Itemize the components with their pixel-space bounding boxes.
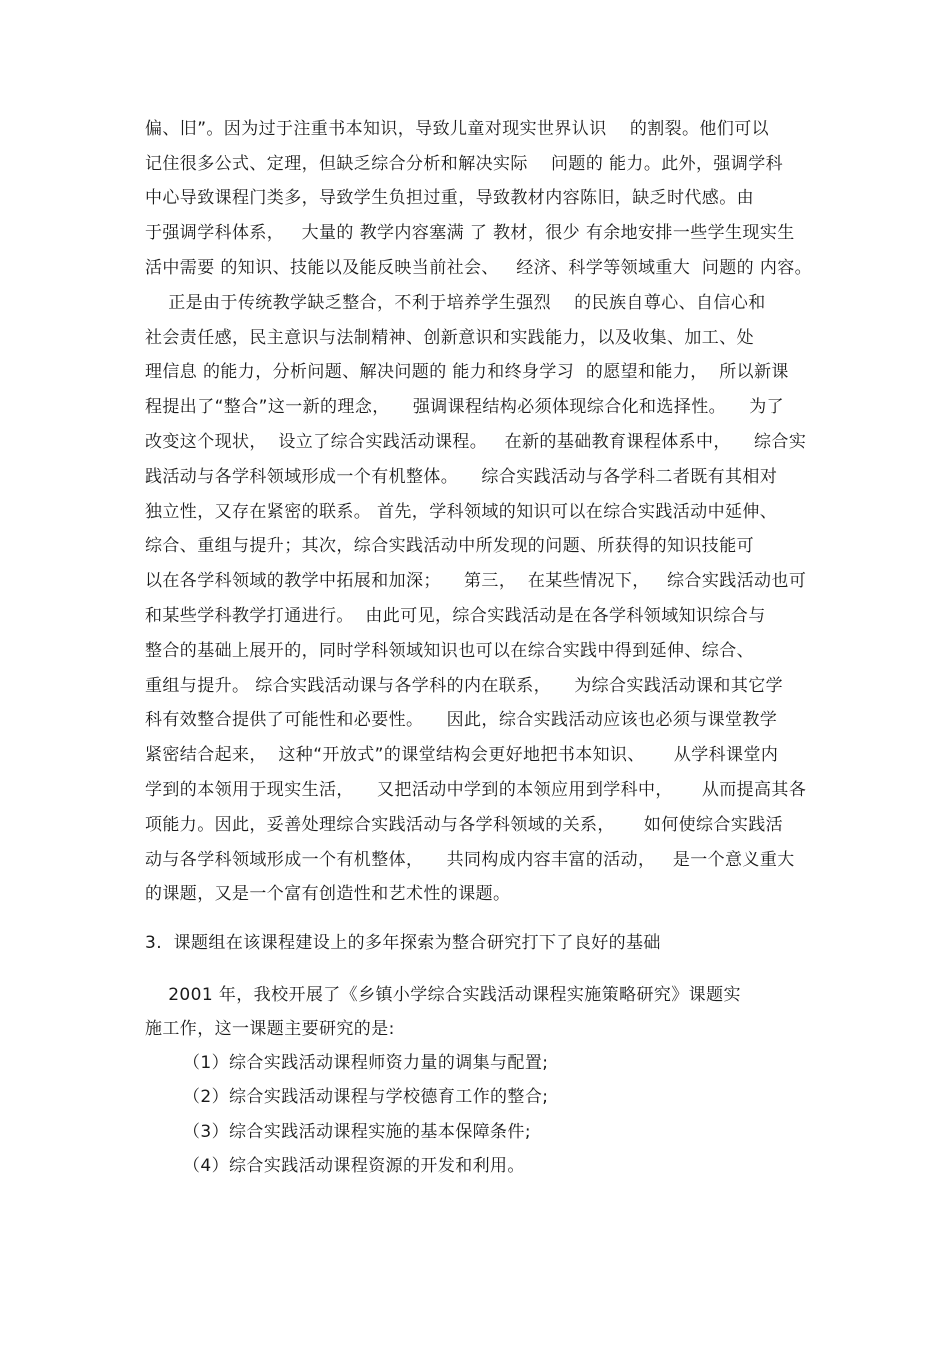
paragraph-line: 紧密结合起来， 这种“开放式”的课堂结构会更好地把书本知识、 从学科课堂内	[145, 745, 779, 765]
paragraph-line: 理信息 的能力，分析问题、解决问题的 能力和终身学习 的愿望和能力， 所以新课	[145, 362, 789, 382]
paragraph-line: 于强调学科体系， 大量的 教学内容塞满 了 教材，很少 有余地安排一些学生现实生	[145, 223, 795, 243]
paragraph-line: 科有效整合提供了可能性和必要性。 因此，综合实践活动应该也必须与课堂教学	[145, 710, 778, 730]
paragraph-line: 施工作，这一课题主要研究的是:	[145, 1019, 395, 1039]
paragraph-line: 偏、旧”。因为过于注重书本知识，导致儿童对现实世界认识 的割裂。他们可以	[145, 119, 770, 139]
paragraph-line: 程提出了“整合”这一新的理念， 强调课程结构必须体现综合化和选择性。 为了	[145, 397, 785, 417]
paragraph-line: 改变这个现状， 设立了综合实践活动课程。 在新的基础教育课程体系中， 综合实	[145, 432, 807, 452]
paragraph-line: 动与各学科领域形成一个有机整体， 共同构成内容丰富的活动， 是一个意义重大	[145, 850, 795, 870]
paragraph-line: 记住很多公式、定理，但缺乏综合分析和解决实际 问题的 能力。此外，强调学科	[145, 154, 784, 174]
paragraph-line: 的课题，又是一个富有创造性和艺术性的课题。	[145, 884, 511, 904]
paragraph-line: 重组与提升。 综合实践活动课与各学科的内在联系， 为综合实践活动课和其它学	[145, 676, 784, 696]
paragraph-line: 正是由于传统教学缺乏整合，不利于培养学生强烈 的民族自尊心、自信心和	[145, 293, 766, 313]
paragraph-line: 践活动与各学科领域形成一个有机整体。 综合实践活动与各学科二者既有其相对	[145, 467, 778, 487]
list-item: （4）综合实践活动课程资源的开发和利用。	[183, 1156, 525, 1176]
paragraph-line: 社会责任感，民主意识与法制精神、创新意识和实践能力，以及收集、加工、处	[145, 328, 754, 348]
list-item: （1）综合实践活动课程师资力量的调集与配置;	[183, 1053, 549, 1073]
paragraph-line: 整合的基础上展开的，同时学科领域知识也可以在综合实践中得到延伸、综合、	[145, 641, 754, 661]
section-heading: 3. 课题组在该课程建设上的多年探索为整合研究打下了良好的基础	[145, 933, 661, 953]
paragraph-line: 中心导致课程门类多，导致学生负担过重，导致教材内容陈旧，缺乏时代感。由	[145, 188, 754, 208]
paragraph-line: 学到的本领用于现实生活， 又把活动中学到的本领应用到学科中， 从而提高其各	[145, 780, 807, 800]
paragraph-line: 活中需要 的知识、技能以及能反映当前社会、 经济、科学等领域重大 问题的 内容。	[145, 258, 813, 278]
paragraph-line: 2001 年，我校开展了《乡镇小学综合实践活动课程实施策略研究》课题实	[145, 985, 741, 1005]
list-item: （2）综合实践活动课程与学校德育工作的整合;	[183, 1087, 549, 1107]
paragraph-line: 项能力。因此，妥善处理综合实践活动与各学科领域的关系， 如何使综合实践活	[145, 815, 784, 835]
paragraph-line: 独立性，又存在紧密的联系。 首先，学科领域的知识可以在综合实践活动中延伸、	[145, 502, 778, 522]
paragraph-line: 综合、重组与提升；其次，综合实践活动中所发现的问题、所获得的知识技能可	[145, 536, 754, 556]
paragraph-line: 以在各学科领域的教学中拓展和加深； 第三， 在某些情况下， 综合实践活动也可	[145, 571, 807, 591]
list-item: （3）综合实践活动课程实施的基本保障条件;	[183, 1122, 531, 1142]
paragraph-line: 和某些学科教学打通进行。 由此可见，综合实践活动是在各学科领域知识综合与	[145, 606, 766, 626]
